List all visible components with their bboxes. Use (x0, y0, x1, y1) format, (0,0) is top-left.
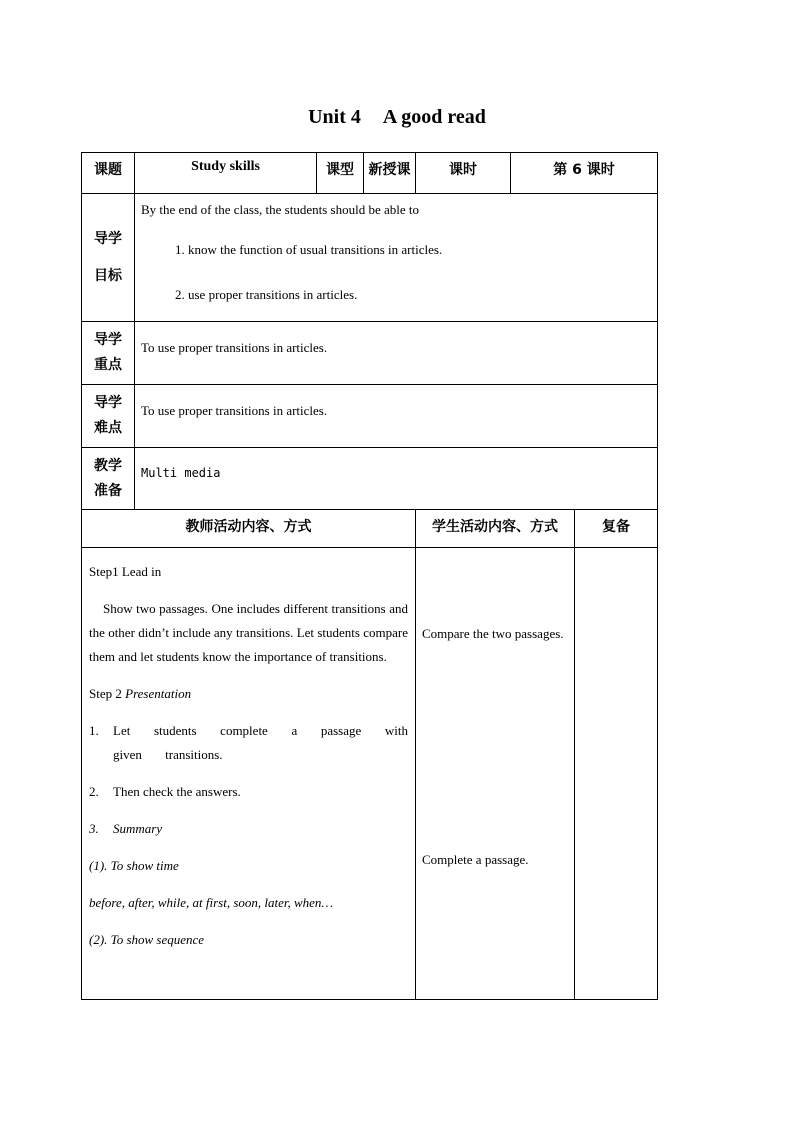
objective-item-2: 2. use proper transitions in articles. (175, 287, 358, 302)
preparation-label-line1: 教学 (94, 457, 122, 474)
summary-time-words: before, after, while, at first, soon, later, when… (89, 895, 333, 910)
item1-number: 1. (89, 723, 99, 738)
teacher-activities (82, 548, 416, 1000)
preparation-row (82, 448, 658, 510)
student-activity-2: Complete a passage. (422, 852, 529, 867)
objectives-label-line2: 目标 (94, 267, 122, 284)
step2-title (89, 682, 408, 706)
objectives-label-line1: 导学 (94, 230, 122, 247)
step2-item-2 (89, 780, 408, 804)
key-points-label-line1: 导学 (94, 332, 122, 348)
key-points-row (82, 322, 658, 385)
summary-time-title: (1). To show time (89, 858, 179, 873)
objectives-content (135, 194, 658, 322)
item3-text: Summary (113, 821, 163, 836)
page-title (0, 106, 794, 129)
objectives-intro: By the end of the class, the students should be able to (141, 202, 420, 217)
unit-name: A good read (382, 106, 486, 128)
type-value: 新授课 (364, 153, 416, 194)
student-activity-1: Compare the two passages. (422, 626, 564, 641)
difficulties-label-line1: 导学 (94, 395, 122, 411)
topic-value: Study skills (135, 153, 317, 194)
objective-item-1: 1. know the function of usual transitions in articles. (175, 242, 443, 257)
preparation-text: Multi media (135, 448, 658, 510)
step2-name: Presentation (125, 686, 192, 701)
item2-text: Then check the answers. (113, 784, 241, 799)
preparation-label-line2: 准备 (94, 482, 122, 499)
key-points-label (82, 322, 135, 385)
difficulties-text: To use proper transitions in articles. (135, 385, 658, 448)
notes-cell (575, 548, 658, 1000)
step2-item-3 (89, 817, 408, 841)
step1-title: Step1 Lead in (89, 564, 162, 579)
unit-number: Unit 4 (308, 106, 361, 128)
difficulties-row (82, 385, 658, 448)
step2-prefix: Step 2 (89, 686, 126, 701)
difficulties-label (82, 385, 135, 448)
preparation-label (82, 448, 135, 510)
activity-header-row (82, 510, 658, 548)
item2-number: 2. (89, 784, 99, 799)
student-activity-header: 学生活动内容、方式 (416, 510, 575, 548)
notes-header: 复备 (575, 510, 658, 548)
step2-item-1 (89, 719, 408, 767)
key-points-text: To use proper transitions in articles. (135, 322, 658, 385)
objectives-row (82, 194, 658, 322)
type-label: 课型 (317, 153, 364, 194)
summary-sequence-title: (2). To show sequence (89, 932, 205, 947)
item1-text: Let students complete a passage with given transitions. (113, 723, 408, 762)
topic-label: 课题 (82, 153, 135, 194)
activity-row (82, 548, 658, 1000)
period-value: 第 6 课时 (511, 153, 658, 194)
step1-text: Show two passages. One includes different transitions and the other didn’t include any transitions. Let students compare them and let students know the importance of transitions. (89, 601, 408, 664)
item3-number: 3. (89, 821, 99, 836)
header-row (82, 153, 658, 194)
period-label: 课时 (416, 153, 511, 194)
key-points-label-line2: 重点 (94, 357, 122, 373)
objectives-label (82, 194, 135, 322)
student-activities (416, 548, 575, 1000)
difficulties-label-line2: 难点 (94, 420, 122, 436)
teacher-activity-header: 教师活动内容、方式 (82, 510, 416, 548)
lesson-plan-table (81, 152, 658, 1000)
